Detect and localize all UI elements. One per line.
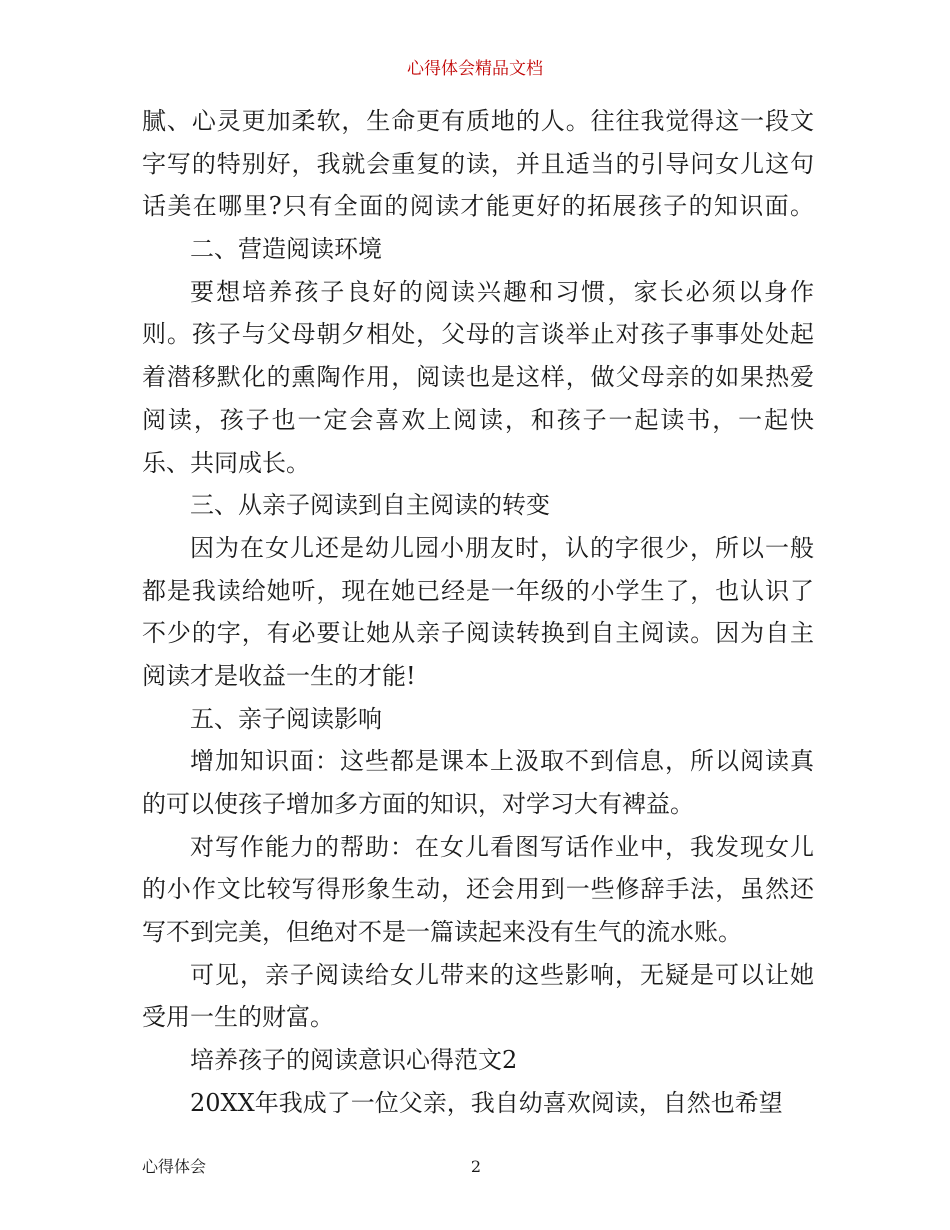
text-line: 受用一生的财富。 xyxy=(142,1003,334,1032)
text-line: 20XX年我成了一位父亲，我自幼喜欢阅读，自然也希望 xyxy=(190,1088,783,1117)
text-line: 阅读，孩子也一定会喜欢上阅读，和孩子一起读书，一起快 xyxy=(142,405,814,434)
text-line: 可见，亲子阅读给女儿带来的这些影响，无疑是可以让她 xyxy=(190,960,814,989)
text-line: 二、营造阅读环境 xyxy=(190,235,382,264)
text-line: 的小作文比较写得形象生动，还会用到一些修辞手法，虽然还 xyxy=(142,875,814,904)
text-line: 字写的特别好，我就会重复的读，并且适当的引导问女儿这句 xyxy=(142,149,814,178)
text-line: 不少的字，有必要让她从亲子阅读转换到自主阅读。因为自主 xyxy=(142,619,814,648)
text-line: 着潜移默化的熏陶作用，阅读也是这样，做父母亲的如果热爱 xyxy=(142,363,814,392)
text-line: 都是我读给她听，现在她已经是一年级的小学生了，也认识了 xyxy=(142,576,814,605)
text-line: 培养孩子的阅读意识心得范文2 xyxy=(190,1046,518,1075)
text-line: 话美在哪里?只有全面的阅读才能更好的拓展孩子的知识面。 xyxy=(142,192,814,221)
text-line: 腻、心灵更加柔软，生命更有质地的人。往往我觉得这一段文 xyxy=(142,107,814,135)
text-line: 则。孩子与父母朝夕相处，父母的言谈举止对孩子事事处处起 xyxy=(142,320,814,349)
text-line: 对写作能力的帮助：在女儿看图写话作业中，我发现女儿 xyxy=(190,832,814,861)
page-number: 2 xyxy=(470,1157,482,1176)
document-body xyxy=(142,100,814,1125)
text-line: 三、从亲子阅读到自主阅读的转变 xyxy=(190,491,550,520)
text-line: 乐、共同成长。 xyxy=(142,448,310,477)
text-line: 的可以使孩子增加多方面的知识，对学习大有裨益。 xyxy=(142,790,694,818)
text-line: 因为在女儿还是幼儿园小朋友时，认的字很少，所以一般 xyxy=(190,533,814,562)
text-line: 阅读才是收益一生的才能! xyxy=(142,661,416,690)
page-header-title: 心得体会精品文档 xyxy=(407,59,543,79)
footer-label: 心得体会 xyxy=(142,1157,207,1176)
text-line: 增加知识面：这些都是课本上汲取不到信息，所以阅读真 xyxy=(190,747,814,776)
text-line: 要想培养孩子良好的阅读兴趣和习惯，家长必须以身作 xyxy=(190,277,814,306)
text-line: 写不到完美，但绝对不是一篇读起来没有生气的流水账。 xyxy=(142,918,742,947)
text-line: 五、亲子阅读影响 xyxy=(190,704,382,733)
